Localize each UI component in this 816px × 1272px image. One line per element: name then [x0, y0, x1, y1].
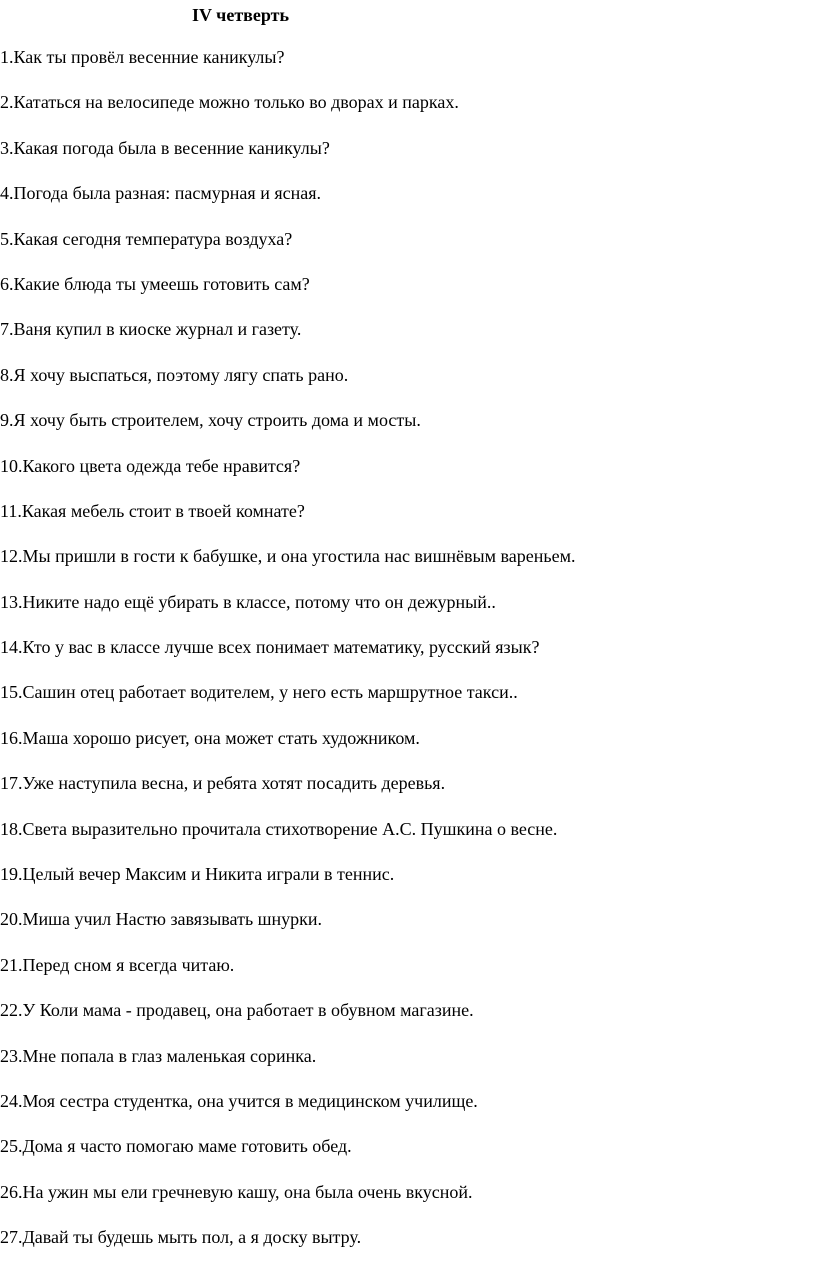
sentence-line: 6.Какие блюда ты умеешь готовить сам? — [0, 273, 310, 294]
sentence-line: 13.Никите надо ещё убирать в классе, потому что он дежурный.. — [0, 591, 496, 612]
sentence-line: 7.Ваня купил в киоске журнал и газету. — [0, 319, 302, 340]
sentence-line: 20.Миша учил Настю завязывать шнурки. — [0, 909, 323, 930]
sentence-line: 8.Я хочу выспаться, поэтому лягу спать рано. — [0, 364, 349, 385]
document-heading: IV четверть — [192, 5, 290, 25]
sentence-line: 24.Моя сестра студентка, она учится в медицинском училище. — [0, 1090, 478, 1111]
sentence-line: 9.Я хочу быть строителем, хочу строить дома и мосты. — [0, 410, 421, 431]
sentence-line: 26.На ужин мы ели гречневую кашу, она была очень вкусной. — [0, 1181, 473, 1202]
sentence-line: 27.Давай ты будешь мыть пол, а я доску вытру. — [0, 1227, 362, 1248]
sentence-line: 25.Дома я часто помогаю маме готовить обед. — [0, 1136, 352, 1157]
sentence-line: 4.Погода была разная: пасмурная и ясная. — [0, 183, 321, 204]
sentence-line: 5.Какая сегодня температура воздуха? — [0, 228, 293, 249]
sentence-list — [0, 46, 576, 1272]
sentence-line: 10.Какого цвета одежда тебе нравится? — [0, 455, 301, 476]
sentence-line: 1.Как ты провёл весенние каникулы? — [0, 47, 285, 67]
sentence-line: 14.Кто у вас в классе лучше всех понимает математику, русский язык? — [0, 637, 540, 658]
sentence-line: 16.Маша хорошо рисует, она может стать художником. — [0, 727, 420, 748]
sentence-line: 23.Мне попала в глаз маленькая соринка. — [0, 1045, 317, 1066]
sentence-line: 21.Перед сном я всегда читаю. — [0, 954, 235, 975]
sentence-line: 15.Сашин отец работает водителем, у него есть маршрутное такси.. — [0, 682, 518, 703]
sentence-line: 17.Уже наступила весна, и ребята хотят посадить деревья. — [0, 773, 446, 794]
sentence-line: 2.Кататься на велосипеде можно только во дворах и парках. — [0, 92, 459, 113]
sentence-line: 19.Целый вечер Максим и Никита играли в теннис. — [0, 864, 395, 885]
sentence-line: 11.Какая мебель стоит в твоей комнате? — [0, 500, 305, 521]
sentence-line: 18.Света выразительно прочитала стихотворение А.С. Пушкина о весне. — [0, 818, 558, 839]
sentence-line: 12.Мы пришли в гости к бабушке, и она угостила нас вишнёвым вареньем. — [0, 546, 576, 567]
sentence-line: 22.У Коли мама - продавец, она работает в обувном магазине. — [0, 1000, 474, 1021]
sentence-line: 3.Какая погода была в весенние каникулы? — [0, 137, 330, 158]
